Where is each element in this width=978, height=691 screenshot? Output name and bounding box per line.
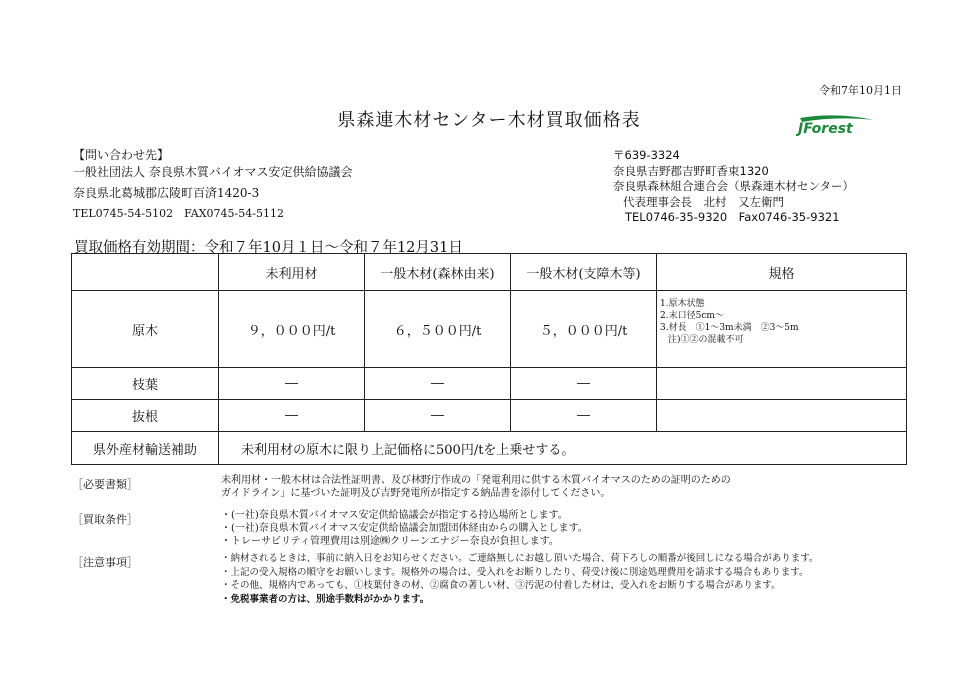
svg-text:JForest: JForest bbox=[798, 121, 853, 137]
note-body-cautions bbox=[221, 552, 818, 606]
header-cell-empty bbox=[72, 254, 219, 291]
contact-phone: TEL0745-54-5102 FAX0745-54-5112 bbox=[73, 207, 284, 220]
price-cell: ― bbox=[219, 368, 365, 400]
price-cell: ― bbox=[511, 400, 657, 432]
header-cell-spec: 規格 bbox=[657, 254, 907, 291]
price-cell: ― bbox=[365, 368, 511, 400]
note-line: ・(一社)奈良県木質バイオマス安定供給協議会が指定する持込場所とします。 bbox=[221, 510, 568, 521]
right-rep: 代表理事会長 北村 又左衛門 bbox=[623, 194, 784, 209]
right-phone: TEL0746-35-9320 Fax0746-35-9321 bbox=[625, 210, 840, 224]
page-title: 県森連木材センター木材買取価格表 bbox=[337, 110, 641, 131]
spec-line: 2.末口径5cm～ bbox=[660, 311, 724, 321]
note-body-conditions bbox=[221, 509, 588, 548]
header-cell-forest: 一般木材(森林由来) bbox=[365, 254, 511, 291]
spec-line: 1.原木状態 bbox=[660, 299, 705, 309]
right-contact-block bbox=[613, 148, 854, 226]
note-line: ・(一社)奈良県木質バイオマス安定供給協議会加盟団体経由からの購入とします。 bbox=[221, 523, 588, 534]
spec-line: 3.材長 ①1～3m未満 ②3～5m bbox=[660, 323, 799, 333]
spec-note: 注)①②の混載不可 bbox=[668, 335, 744, 345]
contact-org: 一般社団法人 奈良県木質バイオマス安定供給協議会 bbox=[73, 165, 353, 179]
table-row bbox=[72, 400, 907, 432]
header-cell-unused: 未利用材 bbox=[219, 254, 365, 291]
validity-period: 買取価格有効期間：令和７年10月１日～令和７年12月31日 bbox=[74, 240, 463, 256]
note-body-documents bbox=[221, 474, 731, 500]
table-row bbox=[72, 291, 907, 368]
right-postal: 〒639-3324 bbox=[613, 148, 680, 162]
price-cell: ９，０００円/t bbox=[219, 291, 365, 368]
empty-spec-cell bbox=[657, 368, 907, 400]
contact-address: 奈良県北葛城郡広陵町百済1420-3 bbox=[73, 186, 260, 200]
note-line-bold: ・免税事業者の方は、別途手数料がかかります。 bbox=[221, 593, 430, 605]
price-cell: ― bbox=[511, 368, 657, 400]
price-cell: ５，０００円/t bbox=[511, 291, 657, 368]
surcharge-label: 県外産材輸送補助 bbox=[72, 432, 219, 465]
note-line: ・その他、規格内であっても、①枝葉付きの材、②腐食の著しい材、③汚泥の付着した材は、受入れをお断りする場合があります。 bbox=[221, 580, 781, 591]
price-cell: ― bbox=[219, 400, 365, 432]
issue-date: 令和7年10月1日 bbox=[819, 84, 902, 97]
empty-spec-cell bbox=[657, 400, 907, 432]
price-cell: ― bbox=[365, 400, 511, 432]
jforest-logo bbox=[796, 114, 876, 138]
header-cell-obstacle: 一般木材(支障木等) bbox=[511, 254, 657, 291]
note-label-documents: ［必要書類］ bbox=[72, 478, 138, 491]
row-label: 抜根 bbox=[72, 400, 219, 432]
note-line: ・納材されるときは、事前に納入日をお知らせください。ご連絡無しにお越し頂いた場合、荷下ろしの順番が後回しになる場合があります。 bbox=[221, 553, 819, 564]
contact-heading: 【問い合わせ先】 bbox=[73, 148, 170, 162]
right-address: 奈良県吉野郡吉野町香束1320 bbox=[613, 163, 769, 178]
note-label-conditions: ［買取条件］ bbox=[72, 513, 138, 526]
table-row bbox=[72, 368, 907, 400]
price-table bbox=[71, 253, 907, 465]
note-line: 未利用材・一般木材は合法性証明書、及び林野庁作成の「発電利用に供する木質バイオマスのための証明のための bbox=[221, 475, 731, 486]
note-line: ガイドライン」に基づいた証明及び吉野発電所が指定する納品書を添付してください。 bbox=[221, 488, 611, 499]
row-label: 原木 bbox=[72, 291, 219, 368]
table-row bbox=[72, 432, 907, 465]
note-line: ・上記の受入規格の順守をお願いします。規格外の場合は、受入れをお断りしたり、荷受け後に別途処理費用を請求する場合もあります。 bbox=[221, 566, 809, 578]
row-label: 枝葉 bbox=[72, 368, 219, 400]
spec-cell bbox=[657, 291, 907, 368]
price-cell: ６，５００円/t bbox=[365, 291, 511, 368]
table-header-row bbox=[72, 254, 907, 291]
note-line: ・トレーサビリティ管理費用は別途㈱クリーンエナジー奈良が負担します。 bbox=[221, 536, 559, 547]
surcharge-text: 未利用材の原木に限り上記価格に500円/tを上乗せする。 bbox=[219, 432, 907, 465]
note-label-cautions: ［注意事項］ bbox=[72, 556, 138, 569]
right-org: 奈良県森林組合連合会（県森連木材センター） bbox=[613, 179, 855, 193]
